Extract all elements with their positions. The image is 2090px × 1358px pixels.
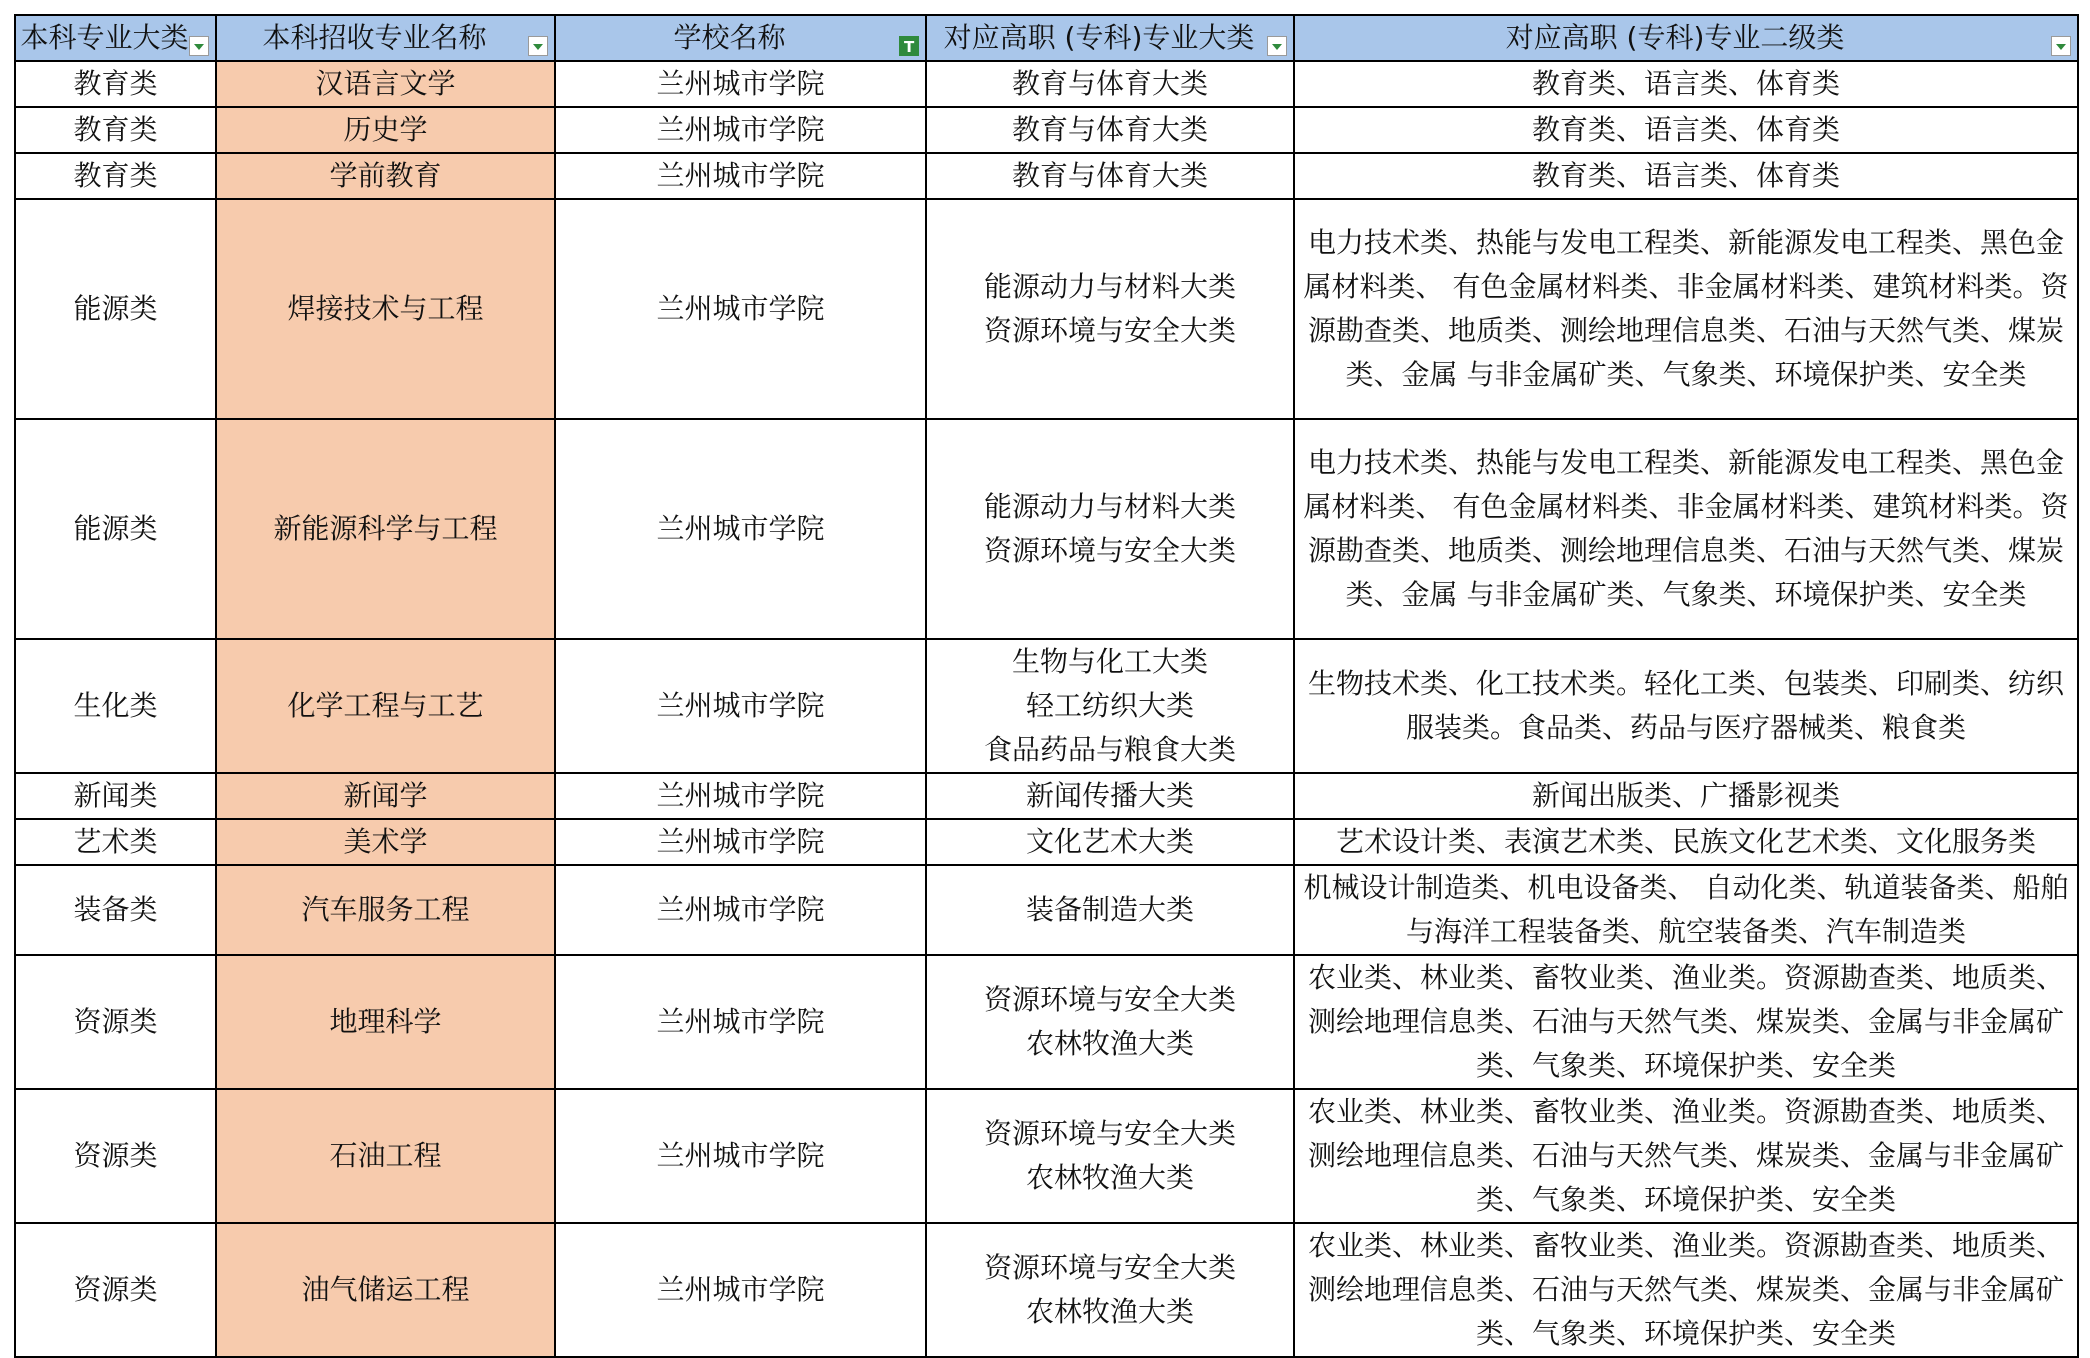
cell-major[interactable]: 油气储运工程 — [216, 1223, 555, 1357]
column-header-label: 本科专业大类 — [20, 21, 189, 54]
cell-major[interactable]: 焊接技术与工程 — [216, 199, 555, 419]
cell-subcategories[interactable]: 电力技术类、热能与发电工程类、新能源发电工程类、黑色金属材料类、 有色金属材料类、非金属材料类、建筑材料类。资源勘查类、地质类、测绘地理信息类、石油与天然气类、煤炭类、金属 与非金属矿类、气象类、环境保护类、安全类 — [1294, 199, 2078, 419]
cell-vocational[interactable] — [926, 419, 1294, 639]
vocational-line: 文化艺术大类 — [1025, 825, 1194, 858]
cell-major[interactable]: 石油工程 — [216, 1089, 555, 1223]
vocational-line: 能源动力与材料大类 — [983, 490, 1236, 523]
cell-school[interactable]: 兰州城市学院 — [555, 955, 926, 1089]
filter-active-icon[interactable] — [899, 36, 919, 56]
cell-subcategories[interactable]: 教育类、语言类、体育类 — [1294, 153, 2078, 199]
cell-category[interactable]: 资源类 — [15, 1223, 216, 1357]
cell-school[interactable]: 兰州城市学院 — [555, 819, 926, 865]
cell-category[interactable]: 新闻类 — [15, 773, 216, 819]
cell-vocational[interactable] — [926, 865, 1294, 955]
cell-major[interactable]: 历史学 — [216, 107, 555, 153]
cell-category[interactable]: 能源类 — [15, 199, 216, 419]
cell-school[interactable]: 兰州城市学院 — [555, 153, 926, 199]
vocational-line: 教育与体育大类 — [1011, 67, 1208, 100]
cell-vocational[interactable] — [926, 819, 1294, 865]
cell-school[interactable]: 兰州城市学院 — [555, 639, 926, 773]
cell-school[interactable]: 兰州城市学院 — [555, 773, 926, 819]
cell-subcategories[interactable]: 农业类、林业类、畜牧业类、渔业类。资源勘查类、地质类、测绘地理信息类、石油与天然气类、煤炭类、金属与非金属矿类、气象类、环境保护类、安全类 — [1294, 1223, 2078, 1357]
vocational-line: 装备制造大类 — [1025, 893, 1194, 926]
cell-subcategories[interactable]: 教育类、语言类、体育类 — [1294, 61, 2078, 107]
column-header-5[interactable] — [1294, 15, 2078, 61]
column-header-4[interactable] — [926, 15, 1294, 61]
cell-category[interactable]: 能源类 — [15, 419, 216, 639]
cell-school[interactable]: 兰州城市学院 — [555, 199, 926, 419]
vocational-line: 资源环境与安全大类 — [983, 1251, 1236, 1284]
column-header-label: 本科招收专业名称 — [262, 21, 487, 54]
cell-school[interactable]: 兰州城市学院 — [555, 865, 926, 955]
dropdown-arrow-icon[interactable] — [189, 36, 209, 56]
table-row — [15, 1223, 2078, 1357]
cell-subcategories[interactable]: 艺术设计类、表演艺术类、民族文化艺术类、文化服务类 — [1294, 819, 2078, 865]
cell-vocational[interactable] — [926, 773, 1294, 819]
column-header-label: 对应高职 (专科)专业大类 — [943, 21, 1255, 54]
table-row — [15, 199, 2078, 419]
vocational-line: 资源环境与安全大类 — [983, 983, 1236, 1016]
cell-vocational[interactable] — [926, 1223, 1294, 1357]
table-row — [15, 773, 2078, 819]
cell-subcategories[interactable]: 教育类、语言类、体育类 — [1294, 107, 2078, 153]
cell-major[interactable]: 学前教育 — [216, 153, 555, 199]
cell-major[interactable]: 美术学 — [216, 819, 555, 865]
dropdown-arrow-icon[interactable] — [2051, 36, 2071, 56]
column-header-1[interactable] — [15, 15, 216, 61]
cell-school[interactable]: 兰州城市学院 — [555, 107, 926, 153]
cell-school[interactable]: 兰州城市学院 — [555, 1089, 926, 1223]
cell-category[interactable]: 生化类 — [15, 639, 216, 773]
table-row — [15, 153, 2078, 199]
cell-major[interactable]: 地理科学 — [216, 955, 555, 1089]
column-header-label: 对应高职 (专科)专业二级类 — [1505, 21, 1845, 54]
cell-category[interactable]: 资源类 — [15, 955, 216, 1089]
cell-category[interactable]: 装备类 — [15, 865, 216, 955]
cell-subcategories[interactable]: 农业类、林业类、畜牧业类、渔业类。资源勘查类、地质类、测绘地理信息类、石油与天然气类、煤炭类、金属与非金属矿类、气象类、环境保护类、安全类 — [1294, 1089, 2078, 1223]
dropdown-arrow-icon[interactable] — [1267, 36, 1287, 56]
cell-subcategories[interactable]: 机械设计制造类、机电设备类、 自动化类、轨道装备类、船舶与海洋工程装备类、航空装备类、汽车制造类 — [1294, 865, 2078, 955]
table-row — [15, 1089, 2078, 1223]
cell-major[interactable]: 化学工程与工艺 — [216, 639, 555, 773]
cell-major[interactable]: 汽车服务工程 — [216, 865, 555, 955]
vocational-line: 农林牧渔大类 — [1025, 1027, 1194, 1060]
vocational-line: 农林牧渔大类 — [1025, 1161, 1194, 1194]
vocational-line: 轻工纺织大类 — [1025, 689, 1194, 722]
cell-vocational[interactable] — [926, 107, 1294, 153]
cell-school[interactable]: 兰州城市学院 — [555, 61, 926, 107]
cell-major[interactable]: 新闻学 — [216, 773, 555, 819]
vocational-line: 能源动力与材料大类 — [983, 270, 1236, 303]
cell-school[interactable]: 兰州城市学院 — [555, 1223, 926, 1357]
spreadsheet-table — [14, 14, 2079, 1358]
dropdown-arrow-icon[interactable] — [528, 36, 548, 56]
column-header-3[interactable] — [555, 15, 926, 61]
cell-school[interactable]: 兰州城市学院 — [555, 419, 926, 639]
vocational-line: 食品药品与粮食大类 — [983, 733, 1236, 766]
vocational-line: 资源环境与安全大类 — [983, 534, 1236, 567]
vocational-line: 教育与体育大类 — [1011, 159, 1208, 192]
cell-category[interactable]: 教育类 — [15, 107, 216, 153]
column-header-label: 学校名称 — [673, 21, 786, 54]
cell-subcategories[interactable]: 电力技术类、热能与发电工程类、新能源发电工程类、黑色金属材料类、 有色金属材料类、非金属材料类、建筑材料类。资源勘查类、地质类、测绘地理信息类、石油与天然气类、煤炭类、金属 与非金属矿类、气象类、环境保护类、安全类 — [1294, 419, 2078, 639]
vocational-line: 资源环境与安全大类 — [983, 314, 1236, 347]
cell-vocational[interactable] — [926, 61, 1294, 107]
vocational-line: 农林牧渔大类 — [1025, 1295, 1194, 1328]
cell-subcategories[interactable]: 生物技术类、化工技术类。轻化工类、包装类、印刷类、纺织服装类。食品类、药品与医疗器械类、粮食类 — [1294, 639, 2078, 773]
cell-vocational[interactable] — [926, 199, 1294, 419]
vocational-line: 生物与化工大类 — [1011, 645, 1208, 678]
header-row — [15, 15, 2078, 61]
column-header-2[interactable] — [216, 15, 555, 61]
cell-vocational[interactable] — [926, 153, 1294, 199]
table-row — [15, 61, 2078, 107]
table-row — [15, 955, 2078, 1089]
table-row — [15, 639, 2078, 773]
cell-major[interactable]: 新能源科学与工程 — [216, 419, 555, 639]
vocational-line: 新闻传播大类 — [1025, 779, 1194, 812]
table-row — [15, 107, 2078, 153]
cell-category[interactable]: 资源类 — [15, 1089, 216, 1223]
cell-vocational[interactable] — [926, 1089, 1294, 1223]
vocational-line: 资源环境与安全大类 — [983, 1117, 1236, 1150]
table-row — [15, 819, 2078, 865]
cell-subcategories[interactable]: 新闻出版类、广播影视类 — [1294, 773, 2078, 819]
cell-category[interactable]: 教育类 — [15, 153, 216, 199]
table-row — [15, 865, 2078, 955]
cell-vocational[interactable] — [926, 955, 1294, 1089]
cell-subcategories[interactable]: 农业类、林业类、畜牧业类、渔业类。资源勘查类、地质类、测绘地理信息类、石油与天然气类、煤炭类、金属与非金属矿类、气象类、环境保护类、安全类 — [1294, 955, 2078, 1089]
cell-category[interactable]: 教育类 — [15, 61, 216, 107]
cell-major[interactable]: 汉语言文学 — [216, 61, 555, 107]
cell-vocational[interactable] — [926, 639, 1294, 773]
cell-category[interactable]: 艺术类 — [15, 819, 216, 865]
table-body — [15, 61, 2078, 1357]
table-row — [15, 419, 2078, 639]
vocational-line: 教育与体育大类 — [1011, 113, 1208, 146]
